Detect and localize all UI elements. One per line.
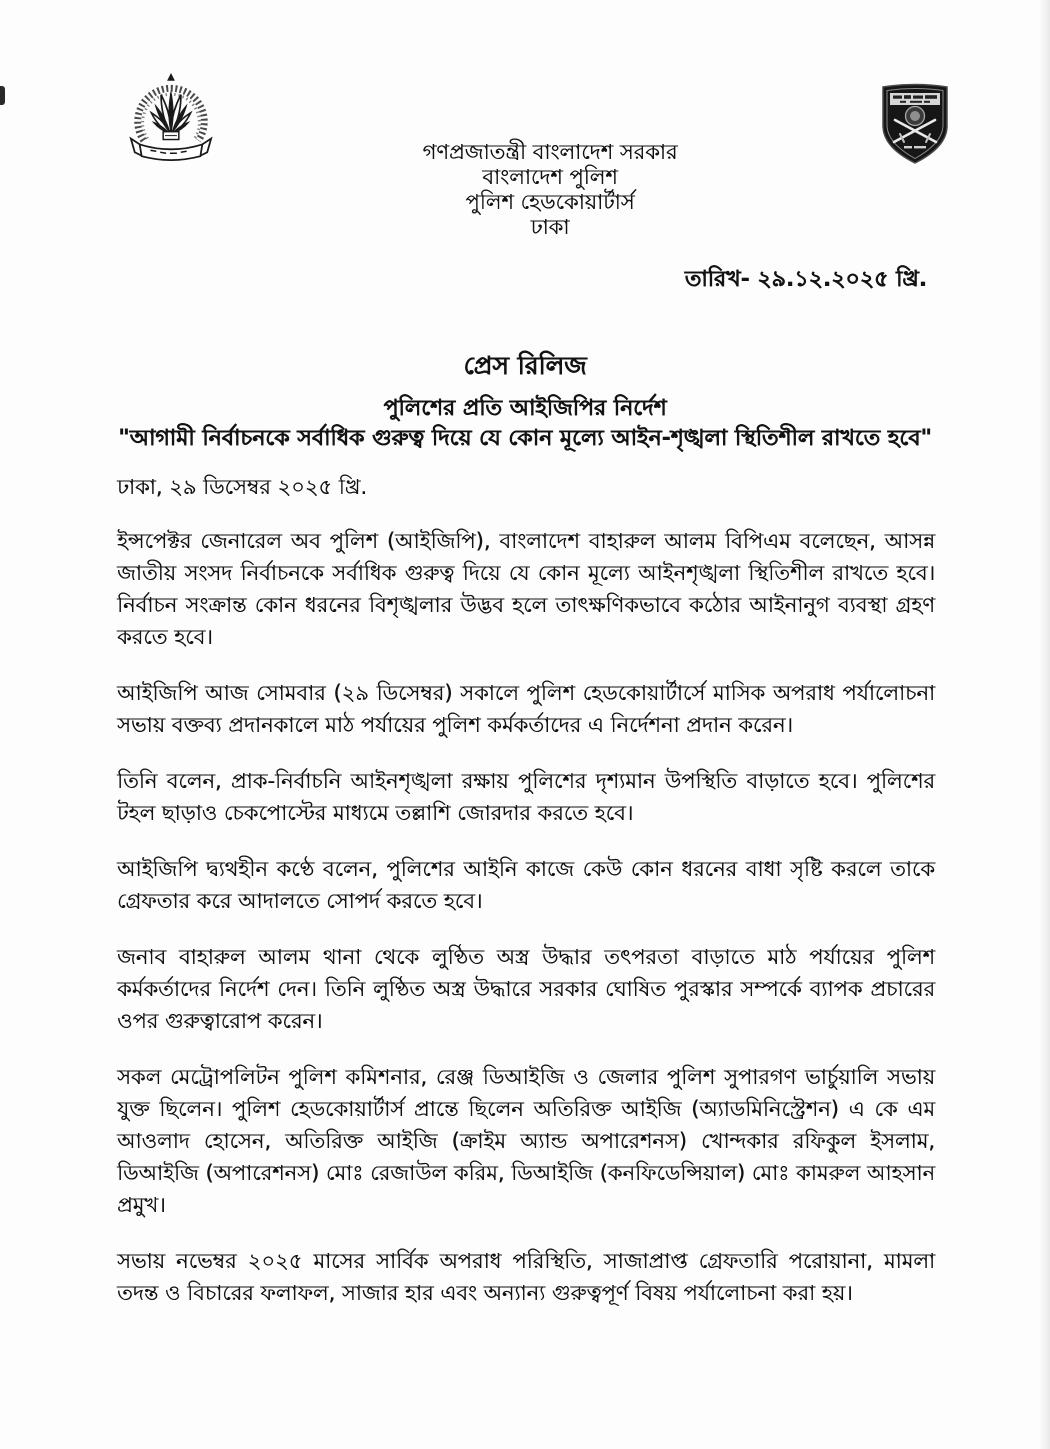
body-paragraph-1: ইন্সপেক্টর জেনারেল অব পুলিশ (আইজিপি), বাংলাদেশ বাহারুল আলম বিপিএম বলেছেন, আসন্ন জাতীয় সংসদ নির্বাচনকে সর্বাধিক গুরুত্ব দিয়ে যে কোন মূল্যে আইনশৃঙ্খলা স্থিতিশীল রাখতে হবে। নির্বাচন সংক্রান্ত কোন ধরনের বিশৃঙ্খলার উদ্ভব হলে তাৎক্ষণিকভাবে কঠোর আইনানুগ ব্যবস্থা গ্রহণ করতে হবে। [117, 529, 935, 649]
letterhead-organization: বাংলাদেশ পুলিশ [482, 165, 618, 189]
police-crest-icon [880, 82, 950, 166]
ribbon-banner [131, 139, 211, 161]
press-release-title: প্রেস রিলিজ [463, 351, 587, 380]
letterhead-office: পুলিশ হেডকোয়ার্টার্স [465, 190, 635, 214]
body-paragraph-3: তিনি বলেন, প্রাক-নির্বাচনি আইনশৃঙ্খলা রক্ষায় পুলিশের দৃশ্যমান উপস্থিতি বাড়াতে হবে। পুলিশের টহল ছাড়াও চেকপোস্টের মাধ্যমে তল্লাশি জোরদার করতে হবে। [117, 769, 935, 825]
body-content [117, 471, 935, 1333]
body-paragraph-2: আইজিপি আজ সোমবার (২৯ ডিসেম্বর) সকালে পুলিশ হেডকোয়ার্টার্সে মাসিক অপরাধ পর্যালোচনা সভায় বক্তব্য প্রদানকালে মাঠ পর্যায়ের পুলিশ কর্মকর্তাদের এ নির্দেশনা প্রদান করেন। [117, 681, 935, 737]
government-emblem-icon [122, 70, 220, 164]
crest-bottom-text [904, 146, 926, 148]
body-paragraph-6: সকল মেট্রোপলিটন পুলিশ কমিশনার, রেঞ্জ ডিআইজি ও জেলার পুলিশ সুপারগণ ভার্চুয়ালি সভায় যুক্ত ছিলেন। পুলিশ হেডকোয়ার্টার্স প্রান্তে ছিলেন অতিরিক্ত আইজি (অ্যাডমিনিস্ট্রেশন) এ কে এম আওলাদ হোসেন, অতিরিক্ত আইজি (ক্রাইম অ্যান্ড অপারেশনস) খোন্দকার রফিকুল ইসলাম, ডিআইজি (অপারেশনস) মোঃ রেজাউল করিম, ডিআইজি (কনফিডেন্সিয়াল) মোঃ কামরুল আহসান প্রমুখ। [117, 1065, 935, 1217]
water-lily-petals [150, 90, 193, 137]
body-paragraph-7: সভায় নভেম্বর ২০২৫ মাসের সার্বিক অপরাধ পরিস্থিতি, সাজাপ্রাপ্ত গ্রেফতারি পরোয়ানা, মামলা তদন্ত ও বিচারের ফলাফল, সাজার হার এবং অন্যান্য গুরুত্বপূর্ণ বিষয় পর্যালোচনা করা হয়। [117, 1249, 935, 1305]
scan-right-shadow [1039, 0, 1050, 1449]
letterhead-city: ঢাকা [530, 215, 570, 239]
dateline: ঢাকা, ২৯ ডিসেম্বর ২০২৫ খ্রি. [117, 475, 367, 499]
subtitle-directive: পুলিশের প্রতি আইজিপির নির্দেশ [383, 396, 667, 421]
body-paragraph-4: আইজিপি দ্ব্যথহীন কণ্ঠে বলেন, পুলিশের আইনি কাজে কেউ কোন ধরনের বাধা সৃষ্টি করলে তাকে গ্রেফতার করে আদালতে সোপর্দ করতে হবে। [117, 857, 935, 913]
body-paragraph-5: জনাব বাহারুল আলম থানা থেকে লুণ্ঠিত অস্ত্র উদ্ধার তৎপরতা বাড়াতে মাঠ পর্যায়ের পুলিশ কর্মকর্তাদের নির্দেশ দেন। তিনি লুণ্ঠিত অস্ত্র উদ্ধারে সরকার ঘোষিত পুরস্কার সম্পর্কে ব্যাপক প্রচারের ওপর গুরুত্বারোপ করেন। [117, 945, 935, 1033]
letterhead-government: গণপ্রজাতন্ত্রী বাংলাদেশ সরকার [422, 140, 678, 164]
letterhead [330, 140, 770, 240]
date-line: তারিখ- ২৯.১২.২০২৫ খ্রি. [684, 267, 927, 292]
scan-edge-mark [0, 86, 5, 105]
subtitle-quote: "আগামী নির্বাচনকে সর্বাধিক গুরুত্ব দিয়ে যে কোন মূল্যে আইন-শৃঙ্খলা স্থিতিশীল রাখতে হবে" [118, 426, 932, 451]
